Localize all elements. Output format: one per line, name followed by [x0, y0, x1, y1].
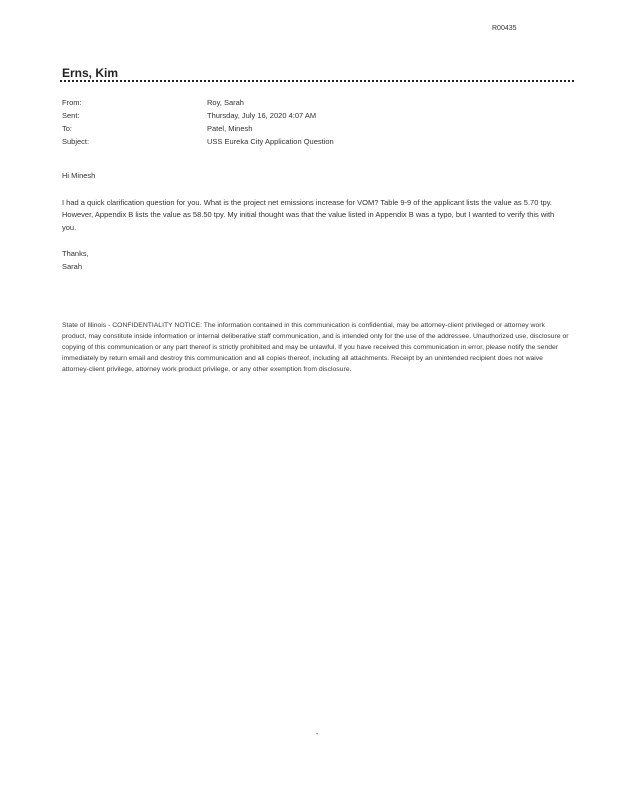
- from-value: Roy, Sarah: [207, 98, 244, 107]
- header-divider: [60, 80, 574, 82]
- page-mark: -: [316, 731, 319, 738]
- from-label: From:: [62, 98, 82, 107]
- from-row: [62, 96, 562, 109]
- subject-value: USS Eureka City Application Question: [207, 137, 334, 146]
- closing: Thanks,: [62, 249, 89, 258]
- bates-number: R00435: [492, 25, 517, 32]
- subject-row: [62, 135, 562, 148]
- greeting: Hi Minesh: [62, 171, 96, 180]
- signature: Sarah: [62, 261, 83, 271]
- confidentiality-notice: State of Illinois - CONFIDENTIALITY NOTICE: The information contained in this communication is confidential, may be attorney-client privileged or attorney work product, may constitute inside information or internal deliberative staff communication, and is intended only for the use of the addressee. Unauthorized use, disclosure or copying of this communication or any part thereof is strictly prohibited and may be unlawful. If you have received this communication in error, please notify the sender immediately by return email and destroy this communication and all copies thereof, including all attachments. Receipt by an unintended recipient does not waive attorney-client privilege, attorney work product privilege, or any other exemption from disclosure.: [62, 322, 569, 373]
- sent-value: Thursday, July 16, 2020 4:07 AM: [207, 111, 317, 120]
- sent-row: [62, 109, 562, 122]
- recipient-name: Erns, Kim: [62, 66, 119, 80]
- email-header: [62, 96, 562, 148]
- to-label: To:: [62, 124, 73, 133]
- subject-label: Subject:: [62, 137, 90, 146]
- body-paragraph: I had a quick clarification question for you. What is the project net emissions increase for VOM? Table 9-9 of the applicant lists the value as 5.70 tpy. However, Appendix B lists the value as 58.50 tpy. My initial thought was that the value listed in Appendix B was a typo, but I wanted to verify this with you.: [62, 197, 555, 232]
- to-value: Patel, Minesh: [207, 124, 253, 133]
- email-body: [62, 170, 570, 273]
- to-row: [62, 122, 562, 135]
- sent-label: Sent:: [62, 111, 80, 120]
